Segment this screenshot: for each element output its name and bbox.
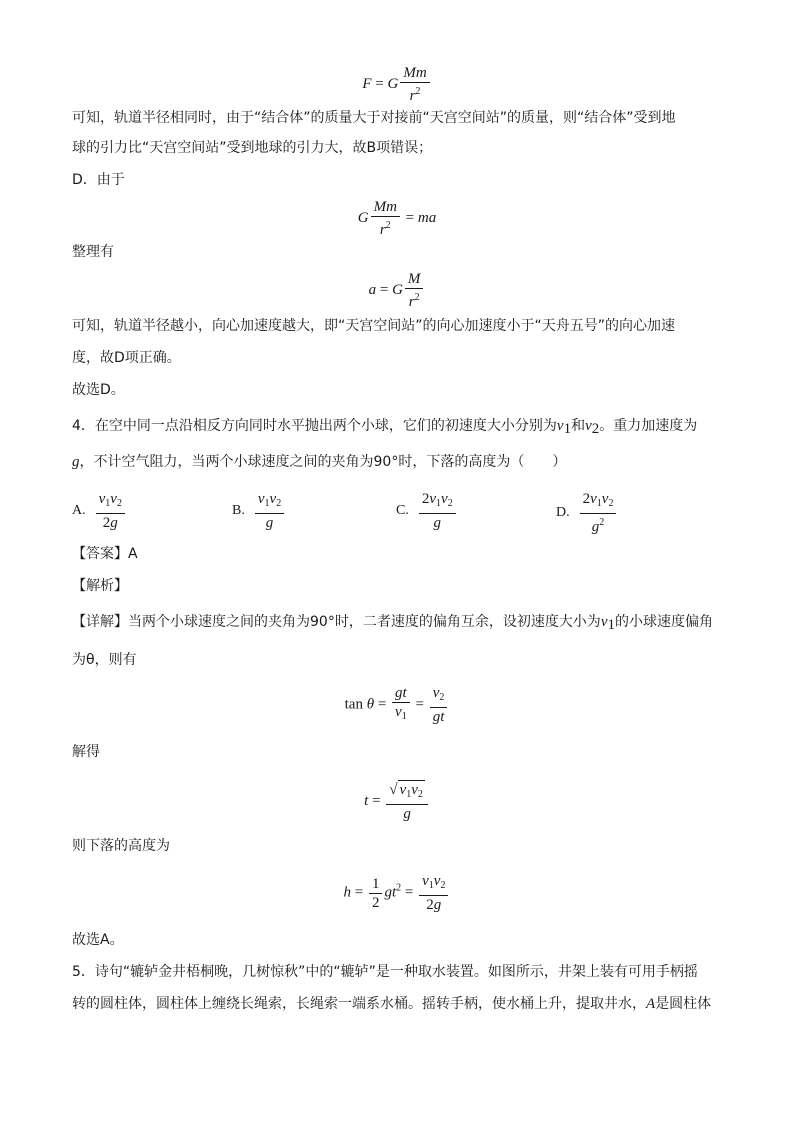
- formula-time: t = $\frac{√ v_1v_2}{g}$: [0, 780, 794, 823]
- question-5-line2: 转的圆柱体，圆柱体上缠绕长绳索，长绳索一端系水桶。摇转手柄，使水桶上升，提取井水，A是圆柱体: [72, 996, 712, 1012]
- formula-newton: G $\frac{Mm}{r^2}$ = ma: [357, 199, 437, 238]
- option-c[interactable]: C. $\frac{2v_1v_2}{g}$: [396, 490, 458, 532]
- question-4-line2: g，不计空气阻力，当两个小球速度之间的夹角为90°时，下落的高度为（ ）: [72, 454, 567, 470]
- analysis-label: 【解析】: [72, 578, 128, 594]
- detail-line2: 为θ，则有: [72, 652, 137, 668]
- text-line: 可知，轨道半径越小，向心加速度越大，即“天宫空间站”的向心加速度小于“天舟五号”的向心加速: [72, 318, 676, 334]
- formula-height: h = $\frac{1}{2}$ $gt^2$ = $\frac{v_1v_2}{2g}$: [0, 872, 794, 914]
- formula-gravity: F = G $\frac{Mm}{r^2}$: [0, 64, 794, 105]
- formula-tan: tan θ = $\frac{gt}{v_1}$ = $\frac{v_2}{gt}$: [0, 684, 794, 726]
- answer-label: 【答案】A: [72, 546, 138, 562]
- option-b[interactable]: B. $\frac{v_1v_2}{g}$: [232, 490, 286, 532]
- text-line: 故选A。: [72, 932, 124, 948]
- formula-acceleration: a = G $\frac{M}{r^2}$: [0, 270, 794, 311]
- text-line: 故选D。: [72, 382, 125, 398]
- text-line: 则下落的高度为: [72, 838, 170, 854]
- option-d[interactable]: D. $\frac{2v_1v_2}{g^2}$: [556, 490, 618, 536]
- question-4-line1: 4．在空中同一点沿相反方向同时水平抛出两个小球，它们的初速度大小分别为$v_1$和$v_2$。重力加速度为: [72, 418, 698, 437]
- text-line: 度，故D项正确。: [72, 350, 181, 366]
- text-line: D．由于: [72, 172, 125, 188]
- text-line: 整理有: [72, 244, 114, 260]
- text-line: 可知，轨道半径相同时，由于“结合体”的质量大于对接前“天宫空间站”的质量，则“结合体”受到地: [72, 110, 676, 126]
- text-line: 解得: [72, 744, 100, 760]
- text-line: 球的引力比“天宫空间站”受到地球的引力大，故B项错误；: [72, 140, 433, 156]
- detail-line1: 【详解】当两个小球速度之间的夹角为90°时，二者速度的偏角互余，设初速度大小为$v_1$的小球速度偏角: [72, 614, 713, 633]
- question-5-line1: 5．诗句“辘轳金井梧桐晚，几树惊秋”中的“辘轳”是一种取水装置。如图所示，井架上装有可用手柄摇: [72, 964, 698, 980]
- option-a[interactable]: A. $\frac{v_1v_2}{2g}$: [72, 490, 127, 532]
